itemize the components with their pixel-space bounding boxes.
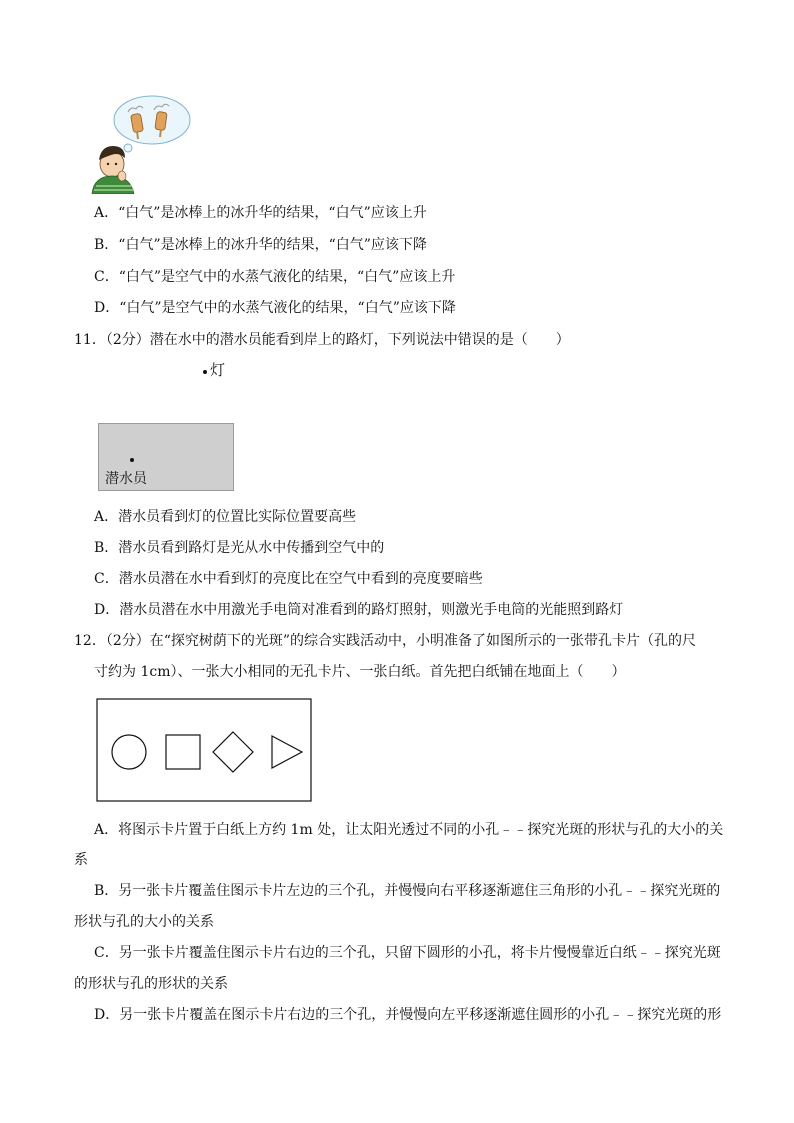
lamp-label: 灯 [210,361,226,379]
q10-option-d: D．“白气”是空气中的水蒸气液化的结果，“白气”应该下降 [94,300,456,316]
water-region [98,423,234,491]
diver-point [130,458,134,462]
q10-option-a: A．“白气”是冰棒上的冰升华的结果，“白气”应该上升 [94,205,427,221]
q12-option-b-line1: B．另一张卡片覆盖住图示卡片左边的三个孔，并慢慢向右平移逐渐遮住三角形的小孔﹣﹣探究光斑的 [94,883,721,899]
q12-option-c-line1: C．另一张卡片覆盖住图示卡片右边的三个孔，只留下圆形的小孔，将卡片慢慢靠近白纸﹣﹣探究光斑 [94,945,721,961]
q10-option-b: B．“白气”是冰棒上的冰升华的结果，“白气”应该下降 [94,237,427,253]
q12-option-d-line1: D．另一张卡片覆盖在图示卡片右边的三个孔，并慢慢向左平移逐渐遮住圆形的小孔﹣﹣探究光斑的形 [94,1007,722,1023]
q11-option-b: B．潜水员看到路灯是光从水中传播到空气中的 [94,540,385,556]
q12-option-b-line2: 形状与孔的大小的关系 [74,914,214,930]
boy-popsicle-illustration [88,92,200,194]
q12-stem-line1: 12．（2分）在“探究树荫下的光斑”的综合实践活动中，小明准备了如图所示的一张带孔卡片（孔的尺 [74,633,697,649]
q12-option-c-line2: 的形状与孔的形状的关系 [74,976,228,992]
q12-option-a-line1: A．将图示卡片置于白纸上方约 1m 处，让太阳光透过不同的小孔﹣﹣探究光斑的形状与孔的大小的关 [94,822,724,838]
q10-option-c: C．“白气”是空气中的水蒸气液化的结果，“白气”应该上升 [94,269,456,285]
q12-option-a-line2: 系 [74,852,88,868]
q11-option-c: C．潜水员潜在水中看到灯的亮度比在空气中看到的亮度要暗些 [94,571,483,587]
q11-option-a: A．潜水员看到灯的位置比实际位置要高些 [94,509,357,525]
diver-label: 潜水员 [105,471,147,487]
q11-option-d: D．潜水员潜在水中用激光手电筒对准看到的路灯照射，则激光手电筒的光能照到路灯 [94,602,624,618]
hole-card-figure [96,698,312,802]
lamp-point [203,370,207,374]
q11-stem: 11．（2分）潜在水中的潜水员能看到岸上的路灯，下列说法中错误的是（ ） [74,332,570,348]
q12-stem-line2: 寸约为 1cm）、一张大小相同的无孔卡片、一张白纸。首先把白纸铺在地面上（ ） [94,664,626,680]
